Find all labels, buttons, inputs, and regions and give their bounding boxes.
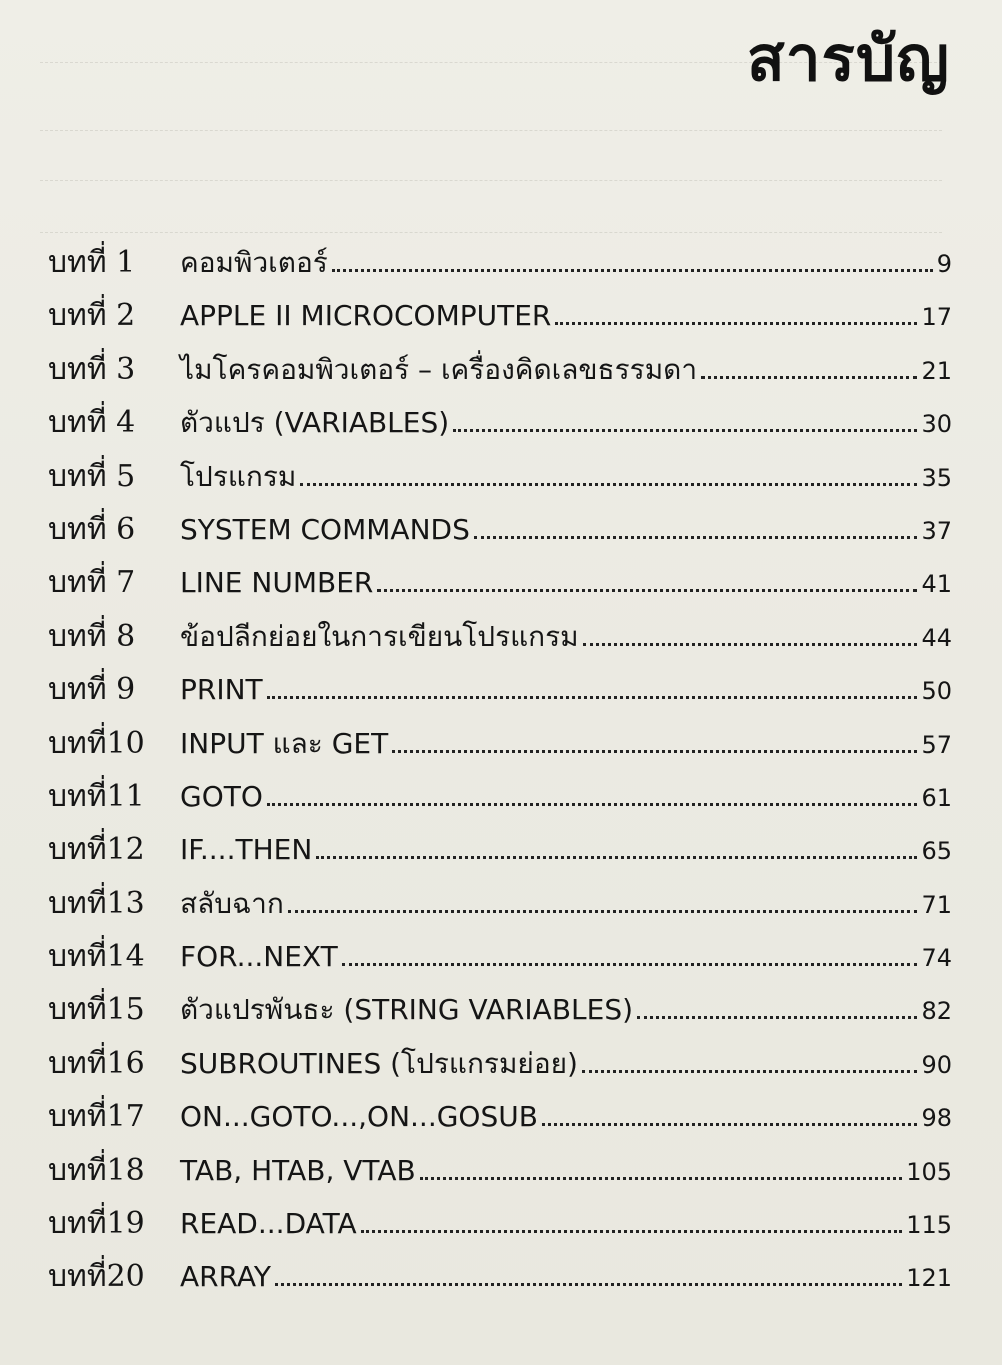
chapter-number: บทที่19 (48, 1206, 145, 1242)
toc-entry (48, 236, 952, 289)
bleed-through-line (40, 130, 942, 131)
dot-leader (453, 429, 917, 432)
toc-entry (48, 343, 952, 396)
page-number: 9 (936, 250, 952, 278)
dot-leader (582, 1070, 917, 1073)
page-number: 35 (921, 463, 952, 492)
chapter-title: โปรแกรม (180, 459, 297, 493)
dot-leader (275, 1283, 902, 1286)
dot-leader (637, 1016, 917, 1019)
chapter-title: LINE NUMBER (180, 566, 374, 600)
dot-leader (361, 1230, 902, 1233)
chapter-title: FOR...NEXT (180, 940, 338, 974)
toc-entry (48, 983, 952, 1036)
chapter-title: SUBROUTINES (โปรแกรมย่อย) (180, 1046, 578, 1080)
page-number: 90 (921, 1050, 952, 1079)
chapter-number: บทที่ 4 (48, 405, 136, 441)
chapter-number: บทที่16 (48, 1045, 145, 1081)
dot-leader (555, 322, 917, 325)
page-number: 121 (906, 1264, 952, 1293)
toc-entry (48, 663, 952, 716)
toc-entry (48, 823, 952, 876)
chapter-number: บทที่13 (48, 885, 145, 921)
bleed-through-line (40, 232, 942, 233)
page-number: 41 (921, 570, 952, 599)
chapter-title: ตัวแปร (VARIABLES) (180, 406, 450, 440)
chapter-title: ARRAY (180, 1260, 272, 1294)
page-number: 105 (906, 1157, 952, 1186)
toc-entry (48, 610, 952, 663)
dot-leader (583, 643, 918, 646)
page-title: สารบัญ (746, 22, 950, 95)
page-number: 61 (921, 783, 952, 812)
page-number: 50 (921, 677, 952, 706)
dot-leader (332, 269, 933, 272)
chapter-number: บทที่ 6 (48, 511, 136, 547)
toc-entry (48, 1197, 952, 1250)
dot-leader (420, 1177, 902, 1180)
chapter-number: บทที่ 7 (48, 565, 136, 601)
chapter-number: บทที่ 8 (48, 618, 136, 654)
chapter-title: INPUT และ GET (180, 726, 389, 760)
chapter-title: ON...GOTO...,ON...GOSUB (180, 1100, 538, 1134)
toc-entry (48, 556, 952, 609)
toc-entry (48, 289, 952, 342)
toc-entry (48, 1037, 952, 1090)
toc-entry (48, 1144, 952, 1197)
chapter-number: บทที่17 (48, 1099, 145, 1135)
chapter-number: บทที่11 (48, 778, 145, 814)
toc-entry (48, 396, 952, 449)
chapter-number: บทที่ 1 (48, 245, 136, 280)
chapter-title: ตัวแปรพันธะ (STRING VARIABLES) (180, 993, 634, 1027)
page-number: 82 (921, 997, 952, 1026)
toc-entry (48, 877, 952, 930)
page-number: 21 (921, 356, 952, 385)
chapter-number: บทที่18 (48, 1152, 145, 1188)
page-number: 65 (921, 837, 952, 866)
page-number: 17 (921, 303, 952, 332)
chapter-title: TAB, HTAB, VTAB (180, 1153, 416, 1187)
chapter-number: บทที่12 (48, 832, 145, 868)
chapter-title: IF....THEN (180, 833, 313, 867)
dot-leader (288, 910, 918, 913)
page-number: 74 (921, 944, 952, 973)
dot-leader (474, 536, 918, 539)
chapter-number: บทที่ 5 (48, 458, 136, 494)
toc-entry (48, 1090, 952, 1143)
chapter-title: ไมโครคอมพิวเตอร์ – เครื่องคิดเลขธรรมดา (180, 352, 698, 386)
chapter-number: บทที่15 (48, 992, 145, 1028)
dot-leader (392, 750, 917, 753)
toc-entry (48, 770, 952, 823)
page-number: 98 (921, 1104, 952, 1133)
page-number: 115 (906, 1211, 952, 1240)
chapter-title: PRINT (180, 673, 263, 707)
dot-leader (267, 803, 918, 806)
table-of-contents (48, 236, 952, 1304)
page-number: 57 (921, 730, 952, 759)
page-number: 37 (921, 516, 952, 545)
toc-entry (48, 503, 952, 556)
chapter-number: บทที่ 3 (48, 351, 136, 387)
chapter-title: สลับฉาก (180, 886, 284, 920)
page-number: 30 (921, 410, 952, 439)
chapter-title: APPLE II MICROCOMPUTER (180, 299, 552, 333)
dot-leader (316, 856, 917, 859)
chapter-title: คอมพิวเตอร์ (180, 246, 328, 279)
chapter-title: GOTO (180, 779, 263, 813)
chapter-title: READ...DATA (180, 1207, 357, 1241)
toc-entry (48, 1250, 952, 1303)
dot-leader (267, 696, 918, 699)
page-number: 44 (921, 623, 952, 652)
toc-entry (48, 930, 952, 983)
toc-entry (48, 450, 952, 503)
chapter-number: บทที่ 2 (48, 298, 136, 334)
chapter-number: บทที่ 9 (48, 672, 136, 708)
chapter-title: ข้อปลีกย่อยในการเขียนโปรแกรม (180, 619, 579, 653)
chapter-number: บทที่10 (48, 725, 145, 761)
page-number: 71 (921, 890, 952, 919)
chapter-title: SYSTEM COMMANDS (180, 512, 470, 546)
dot-leader (701, 376, 917, 379)
dot-leader (542, 1123, 918, 1126)
dot-leader (300, 483, 917, 486)
toc-entry (48, 717, 952, 770)
chapter-number: บทที่20 (48, 1259, 145, 1295)
dot-leader (377, 589, 917, 592)
dot-leader (342, 963, 918, 966)
bleed-through-line (40, 180, 942, 181)
chapter-number: บทที่14 (48, 939, 145, 975)
